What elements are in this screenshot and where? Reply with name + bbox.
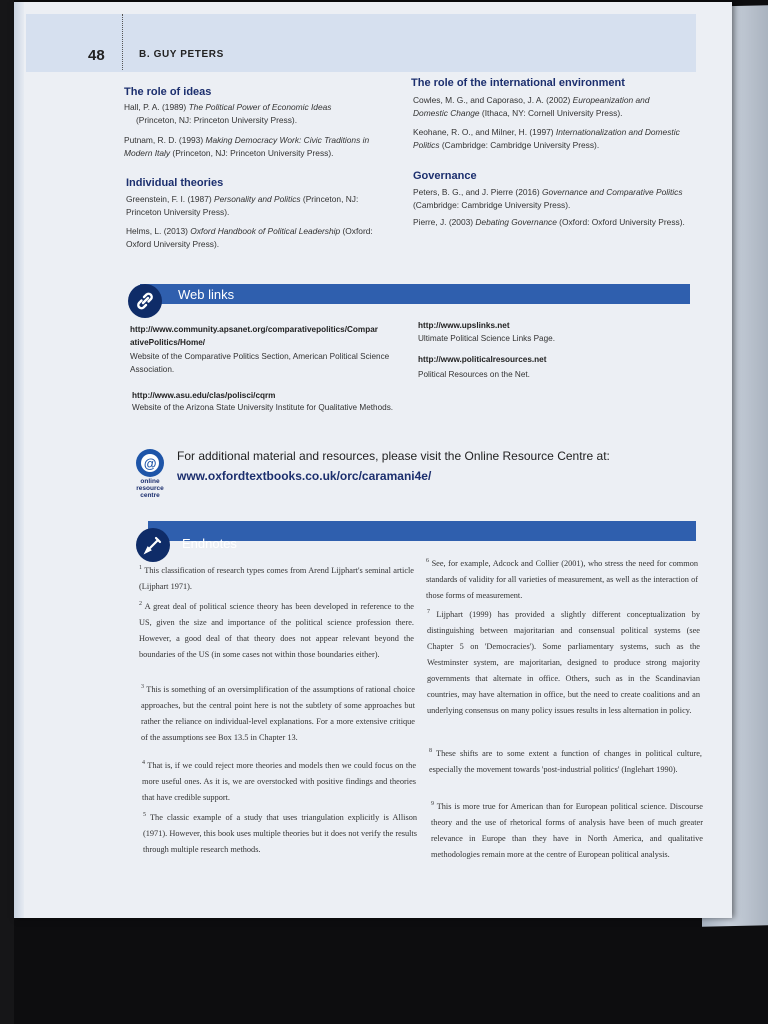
reference-item: Hall, P. A. (1989) The Political Power of Economic Ideas (Princeton, NJ: Princeton University Press). <box>124 102 332 125</box>
header-dotted-rule <box>122 14 123 70</box>
link-icon <box>128 284 162 318</box>
web-links-title: Web links <box>178 287 235 302</box>
endnote-item: $^8$ These shifts are to some extent a function of changes in political culture, especially the movement towards 'post-industrial politics' (Inglehart 1990). <box>429 748 702 774</box>
reference-item: Peters, B. G., and J. Pierre (2016) Governance and Comparative Politics (Cambridge: Cambridge University Press). <box>413 187 683 210</box>
online-resource-centre-label: online resource centre <box>136 478 164 499</box>
book-spine-shadow <box>0 0 14 1024</box>
endnote-item: $^1$ This classification of research types comes from Arend Lijphart's seminal article (Lijphart 1971). <box>139 565 414 591</box>
reference-item: Cowles, M. G., and Caporaso, J. A. (2002) Europeanization and Domestic Change (Ithaca, NY: Cornell University Press). <box>413 95 650 118</box>
section-title-role-of-ideas: The role of ideas <box>124 86 212 98</box>
endnote-item: $^9$ This is more true for American than for European political science. Discourse theory and the use of rhetorical forms of analysis have been of much greater relevance in Europe than they have in North America, and qualitative methodologies remain more at the centre of European political analysis. <box>431 801 703 859</box>
section-title-individual-theories: Individual theories <box>126 177 224 189</box>
web-link-url[interactable]: http://www.asu.edu/clas/polisci/cqrm <box>132 391 276 400</box>
page-header-band <box>26 14 696 72</box>
page-number: 48 <box>88 47 105 64</box>
web-link-description: Website of the Arizona State University Institute for Qualitative Methods. <box>132 403 394 412</box>
running-head: B. GUY PETERS <box>139 49 224 60</box>
endnotes-title: Endnotes <box>182 536 237 551</box>
endnote-item: $^6$ See, for example, Adcock and Collier (2001), who stress the need for common standards of validity for all varieties of measurement, as well as the interaction of those forms of measurement. <box>426 558 698 600</box>
reference-item: Putnam, R. D. (1993) Making Democracy Work: Civic Traditions in Modern Italy (Princeton, NJ: Princeton University Press). <box>124 135 370 158</box>
web-link-description: Ultimate Political Science Links Page. <box>418 334 555 343</box>
web-link-description: Political Resources on the Net. <box>418 370 530 379</box>
svg-text:@: @ <box>143 456 157 471</box>
reference-item: Pierre, J. (2003) Debating Governance (Oxford: Oxford University Press). <box>413 217 685 227</box>
pen-icon <box>136 528 170 562</box>
online-resource-centre-icon <box>136 449 164 477</box>
orc-url[interactable]: www.oxfordtextbooks.co.uk/orc/caramani4e/ <box>177 469 432 483</box>
web-link-url[interactable]: http://www.community.apsanet.org/comparativepolitics/ComparativePolitics/Home/ <box>130 325 378 347</box>
web-link-url[interactable]: http://www.upslinks.net <box>418 321 510 330</box>
endnote-item: $^3$ This is something of an oversimplification of the assumptions of rational choice approaches, but the central point here is not the subtlety of some approaches but rather the reliance on individual-level explanations. For a more extensive critique of the assumptions see Box 13.5 in Chapter 13. <box>141 684 415 742</box>
web-link-description: Website of the Comparative Politics Section, American Political Science Association. <box>130 352 390 374</box>
page-gutter-edge <box>14 2 24 918</box>
reference-item: Keohane, R. O., and Milner, H. (1997) Internationalization and Domestic Politics (Cambridge: Cambridge University Press). <box>413 127 680 150</box>
endnote-item: $^7$ Lijphart (1999) has provided a slightly different conceptualization by distinguishing between majoritarian and consensual political systems (see Chapter 5 on 'Democracies'). Some parliamentary systems, such as the Westminster system, are majoritarian, designed to produce strong majority governments that alternate in office. Others, such as in the Scandinavian countries, may have alternation in office, but the need to create coalitions and an underlying consensus on many policy issues results in less alternation in policy. <box>427 609 700 715</box>
endnote-item: $^4$ That is, if we could reject more theories and models then we could focus on the more useful ones. As it is, we are overstocked with positive findings and theories that have credible support. <box>142 760 416 802</box>
orc-text: For additional material and resources, please visit the Online Resource Centre at: <box>177 449 610 463</box>
web-link-url[interactable]: http://www.politicalresources.net <box>418 355 547 364</box>
endnote-item: $^5$ The classic example of a study that uses triangulation explicitly is Allison (1971). However, this book uses multiple theories but it does not verify the results through multiple research methods. <box>143 812 417 854</box>
section-title-international-environment: The role of the international environment <box>411 77 625 89</box>
endnote-item: $^2$ A great deal of political science theory has been developed in reference to the US, given the size and importance of the political science profession there. However, a good deal of that theory does not appear relevant beyond the boundaries of the US (in some cases not within those boundaries either). <box>139 601 414 659</box>
reference-item: Greenstein, F. I. (1987) Personality and Politics (Princeton, NJ: Princeton University Press). <box>126 194 359 217</box>
reference-item: Helms, L. (2013) Oxford Handbook of Political Leadership (Oxford: Oxford University Press). <box>126 226 373 249</box>
section-title-governance: Governance <box>413 170 477 182</box>
